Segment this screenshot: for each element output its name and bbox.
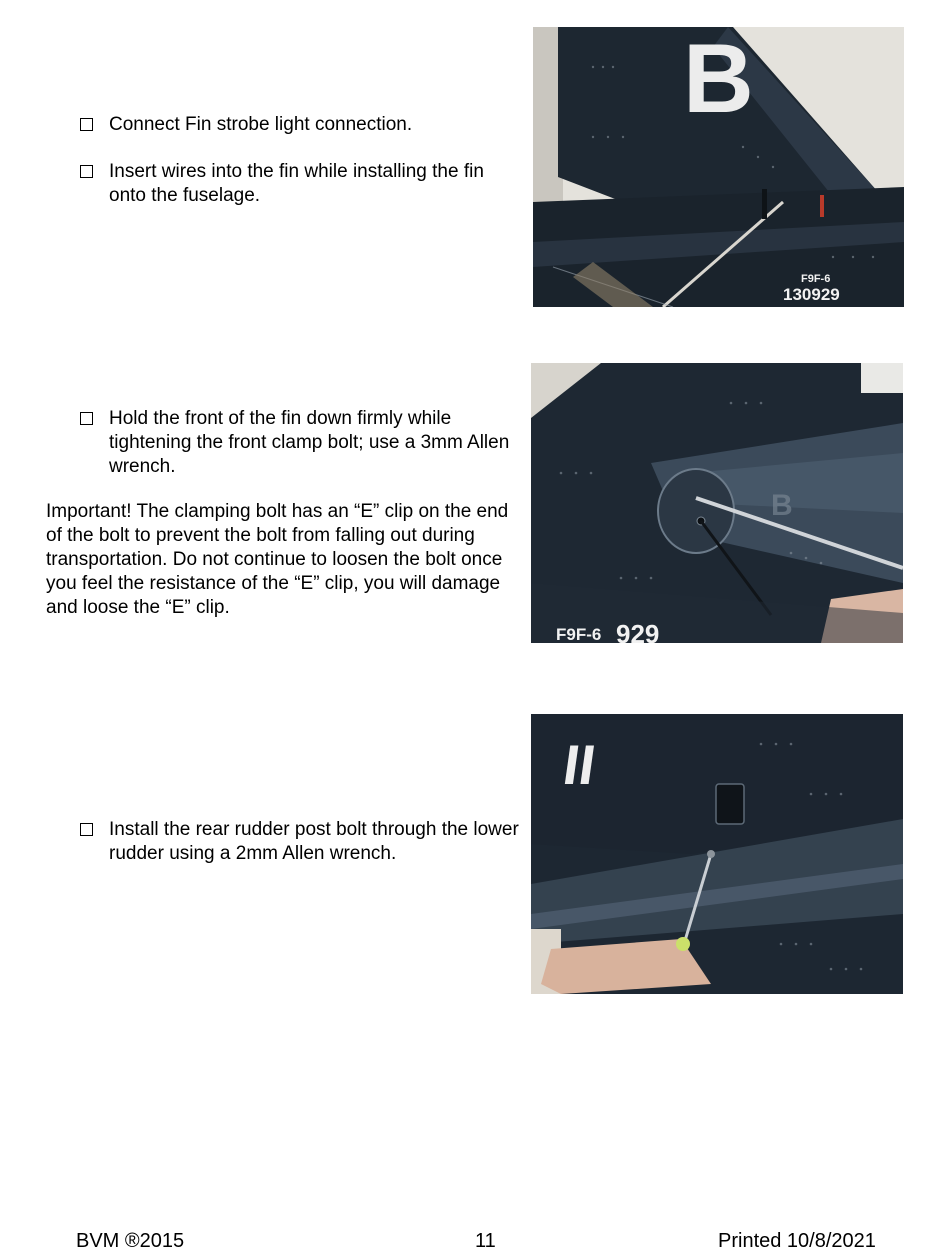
checklist-item-hold-fin: [80, 407, 525, 479]
serial-partial-text: 929: [616, 619, 660, 643]
footer-print-date: Printed 10/8/2021: [718, 1230, 876, 1252]
photo-rear-rudder-post-bolt: [531, 714, 903, 994]
checklist-item-fin-strobe: [80, 113, 525, 137]
model-label-text: F9F-6: [556, 625, 602, 643]
checkbox-icon[interactable]: [80, 823, 93, 836]
checkbox-icon[interactable]: [80, 165, 93, 178]
step-text: Connect Fin strobe light connection.: [109, 114, 413, 135]
checklist-item-insert-wires: [80, 160, 525, 208]
photo-front-clamp-bolt: [531, 363, 903, 643]
step-text: Hold the front of the fin down firmly while tightening the front clamp bolt; use a 3mm Allen wrench.: [109, 408, 510, 477]
checkbox-icon[interactable]: [80, 118, 93, 131]
important-note: Important! The clamping bolt has an “E” clip on the end of the bolt to prevent the bolt from falling out during transportation. Do not continue to loosen the bolt once you feel the resistance of the “E” clip, you will damage and loose the “E” clip.: [46, 501, 509, 618]
footer-copyright: BVM ®2015: [76, 1230, 185, 1252]
page-number: 11: [475, 1230, 496, 1252]
fin-letter-text: B: [683, 27, 754, 133]
checkbox-icon[interactable]: [80, 412, 93, 425]
step-text: Insert wires into the fin while installing the fin onto the fuselage.: [109, 161, 484, 206]
fin-letter-text: B: [771, 489, 793, 522]
stripe-mark-text: II: [559, 733, 600, 796]
step-text: Install the rear rudder post bolt through the lower rudder using a 2mm Allen wrench.: [109, 819, 519, 864]
photo-fin-strobe-connection: [533, 27, 904, 307]
model-label-text: F9F-6: [801, 273, 831, 285]
checklist-item-rudder-bolt: [80, 818, 525, 866]
serial-text: 130929: [783, 285, 840, 304]
